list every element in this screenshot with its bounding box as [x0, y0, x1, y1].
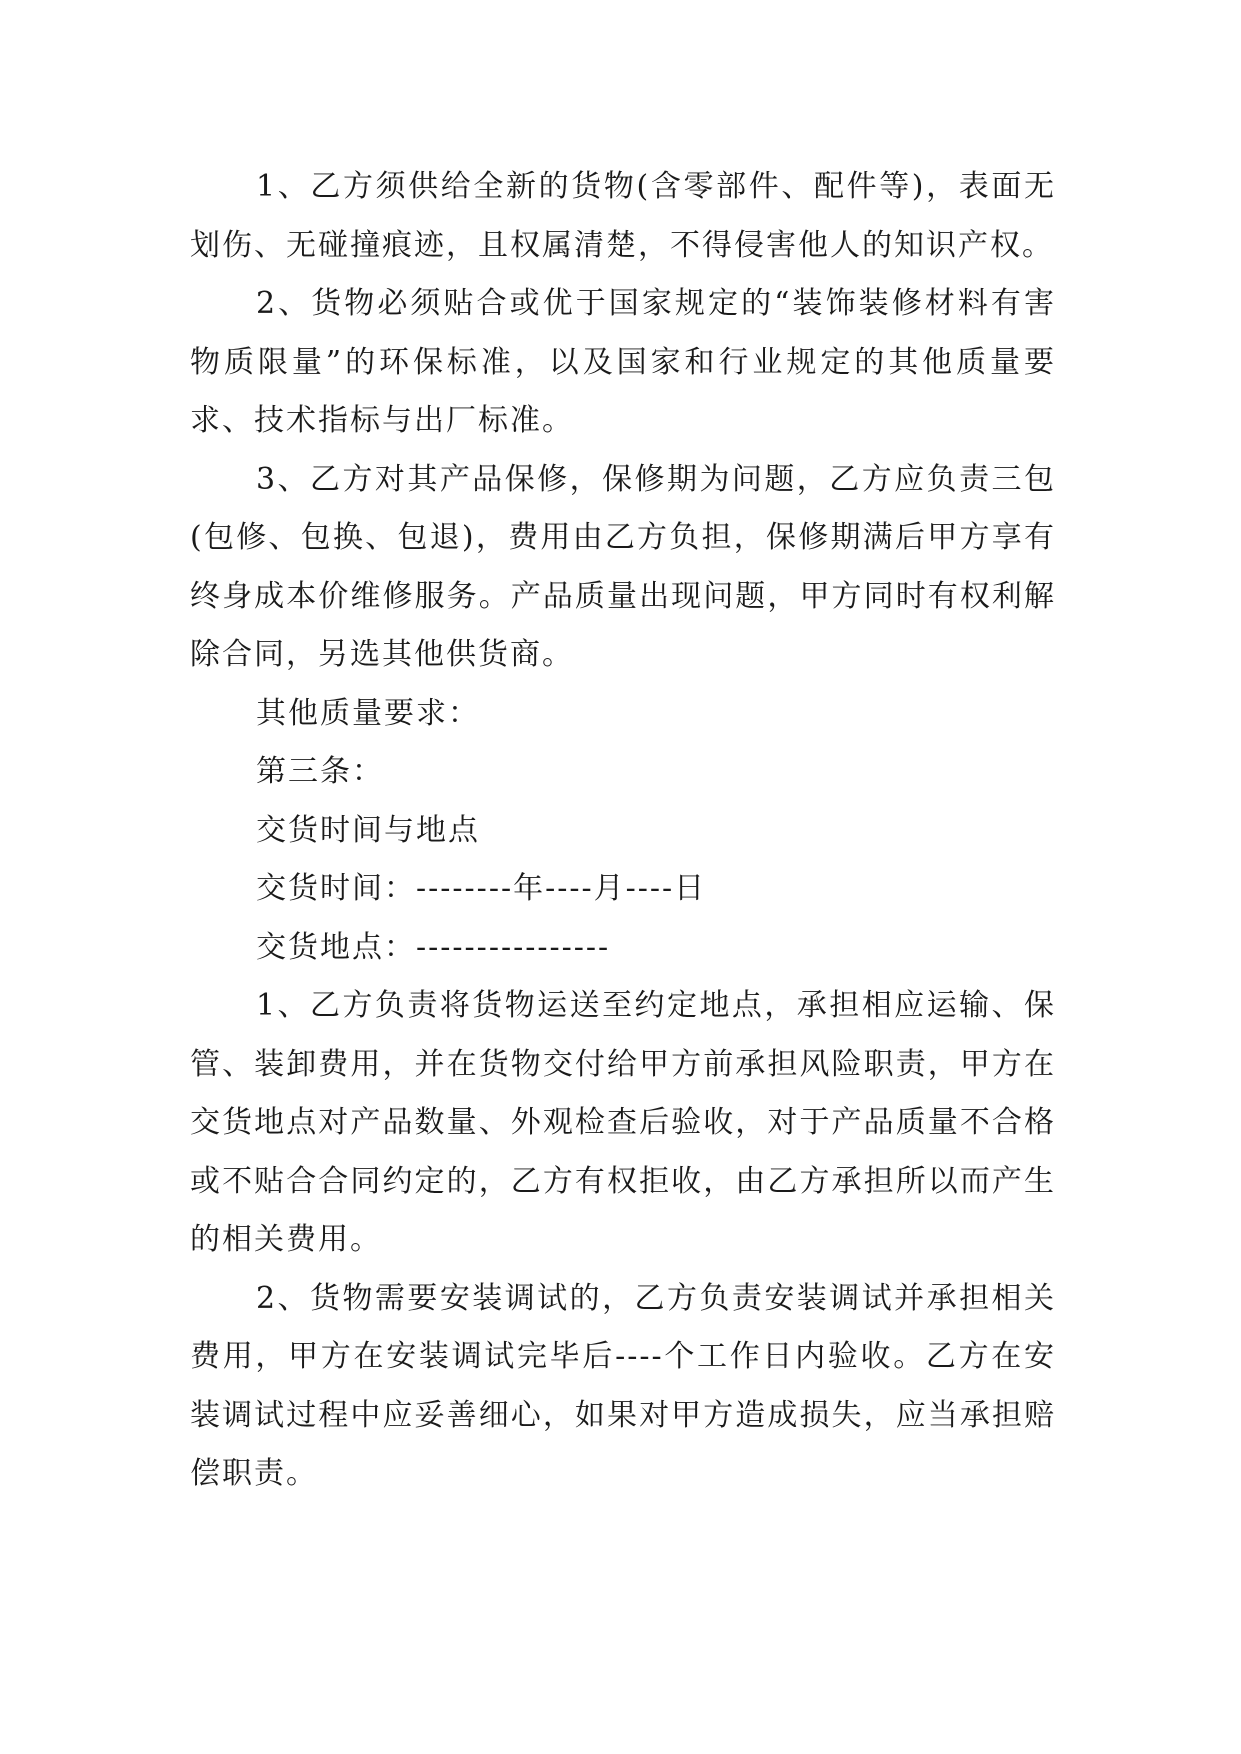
delivery-section-heading: 交货时间与地点	[256, 812, 480, 848]
delivery-time: 交货时间：--------年----月----日	[256, 871, 707, 906]
delivery-place: 交货地点：----------------	[256, 929, 611, 965]
clause-delivery-installation: 2、货物需要安装调试的，乙方负责安装调试并承担相关费用，甲方在安装调试完毕后----个工作日内验收。乙方在安装调试过程中应妥善细心，如果对甲方造成损失，应当承担赔偿职责。	[190, 1280, 1056, 1491]
article-three-heading: 第三条：	[256, 754, 384, 789]
document-body	[190, 158, 1056, 1504]
clause-quality-new-goods: 1、乙方须供给全新的货物(含零部件、配件等)，表面无划伤、无碰撞痕迹，且权属清楚，不得侵害他人的知识产权。	[190, 169, 1056, 263]
clause-delivery-transport: 1、乙方负责将货物运送至约定地点，承担相应运输、保管、装卸费用，并在货物交付给甲方前承担风险职责，甲方在交货地点对产品数量、外观检查后验收，对于产品质量不合格或不贴合合同约定的，乙方有权拒收，由乙方承担所以而产生的相关费用。	[190, 988, 1056, 1257]
clause-quality-warranty: 3、乙方对其产品保修，保修期为问题，乙方应负责三包(包修、包换、包退)，费用由乙方负担，保修期满后甲方享有终身成本价维修服务。产品质量出现问题，甲方同时有权利解除合同，另选其他供货商。	[190, 461, 1056, 672]
clause-quality-environmental-standard: 2、货物必须贴合或优于国家规定的“装饰装修材料有害物质限量”的环保标准，以及国家和行业规定的其他质量要求、技术指标与出厂标准。	[190, 286, 1056, 438]
other-quality-requirements: 其他质量要求：	[256, 695, 480, 731]
